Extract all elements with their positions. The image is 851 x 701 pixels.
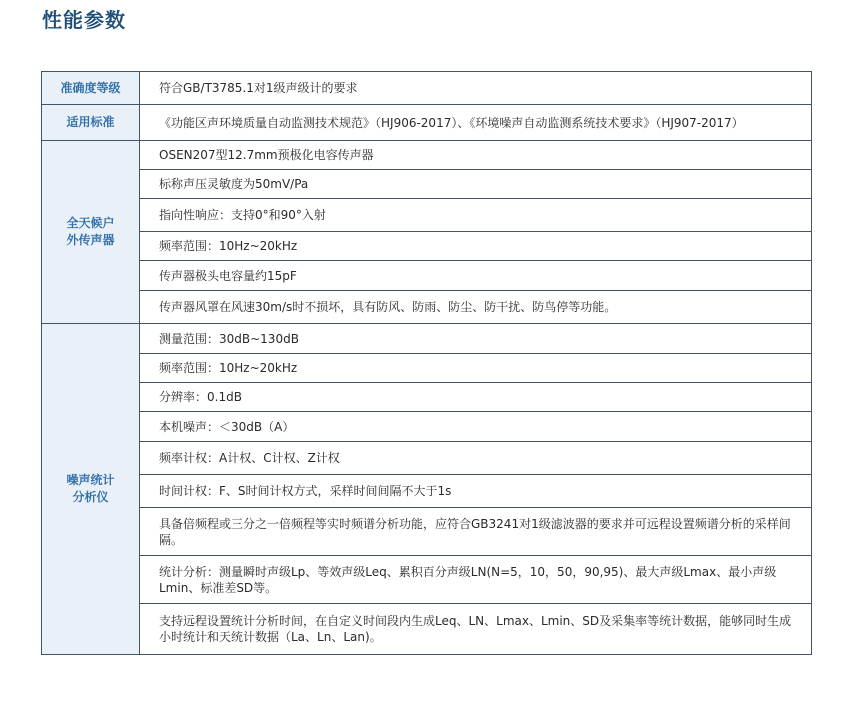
table-row — [42, 141, 812, 170]
spec-cell: 频率计权：A计权、C计权、Z计权 — [140, 442, 812, 475]
page-title: 性能参数 — [42, 8, 126, 32]
spec-cell: 指向性响应：支持0°和90°入射 — [140, 199, 812, 232]
spec-cell: 《功能区声环境质量自动监测技术规范》（HJ906-2017）、《环境噪声自动监测系统技术要求》（HJ907-2017） — [140, 105, 812, 141]
table-row — [42, 604, 812, 655]
spec-cell: 测量范围：30dB~130dB — [140, 324, 812, 354]
row-label-analyzer-text: 噪声统计 分析仪 — [66, 473, 115, 504]
table-row — [42, 556, 812, 604]
table-row — [42, 261, 812, 291]
spec-cell: 时间计权：F、S时间计权方式，采样时间间隔不大于1s — [140, 475, 812, 508]
spec-cell: 标称声压灵敏度为50mV/Pa — [140, 170, 812, 199]
spec-cell: 支持远程设置统计分析时间，在自定义时间段内生成Leq、LN、Lmax、Lmin、SD及采集率等统计数据，能够同时生成小时统计和天统计数据（La、Ln、Lan)。 — [140, 604, 812, 655]
spec-cell: 具备倍频程或三分之一倍频程等实时频谱分析功能，应符合GB3241对1级滤波器的要求并可远程设置频谱分析的采样间隔。 — [140, 508, 812, 556]
row-label-analyzer — [42, 324, 140, 655]
spec-cell: OSEN207型12.7mm预极化电容传声器 — [140, 141, 812, 170]
spec-cell: 频率范围：10Hz~20kHz — [140, 354, 812, 383]
table-row — [42, 105, 812, 141]
spec-cell: 传声器风罩在风速30m/s时不损坏，具有防风、防雨、防尘、防干扰、防鸟停等功能。 — [140, 291, 812, 324]
row-label-microphone — [42, 141, 140, 324]
table-row — [42, 72, 812, 105]
spec-cell: 本机噪声：＜30dB（A） — [140, 412, 812, 442]
spec-cell: 频率范围：10Hz~20kHz — [140, 232, 812, 261]
table-row — [42, 199, 812, 232]
table-row — [42, 291, 812, 324]
spec-cell: 传声器极头电容量约15pF — [140, 261, 812, 291]
table-row — [42, 383, 812, 412]
table-row — [42, 324, 812, 354]
row-label-standards: 适用标准 — [42, 105, 140, 141]
table-row — [42, 170, 812, 199]
spec-cell: 符合GB/T3785.1对1级声级计的要求 — [140, 72, 812, 105]
row-label-microphone-text: 全天候户 外传声器 — [66, 216, 115, 247]
table-row — [42, 232, 812, 261]
table-row — [42, 442, 812, 475]
table-row — [42, 475, 812, 508]
spec-cell: 分辨率：0.1dB — [140, 383, 812, 412]
spec-table — [41, 71, 812, 655]
table-row — [42, 354, 812, 383]
row-label-accuracy: 准确度等级 — [42, 72, 140, 105]
table-row — [42, 508, 812, 556]
spec-cell: 统计分析：测量瞬时声级Lp、等效声级Leq、累积百分声级LN(N=5，10，50，90,95)、最大声级Lmax、最小声级Lmin、标准差SD等。 — [140, 556, 812, 604]
table-row — [42, 412, 812, 442]
